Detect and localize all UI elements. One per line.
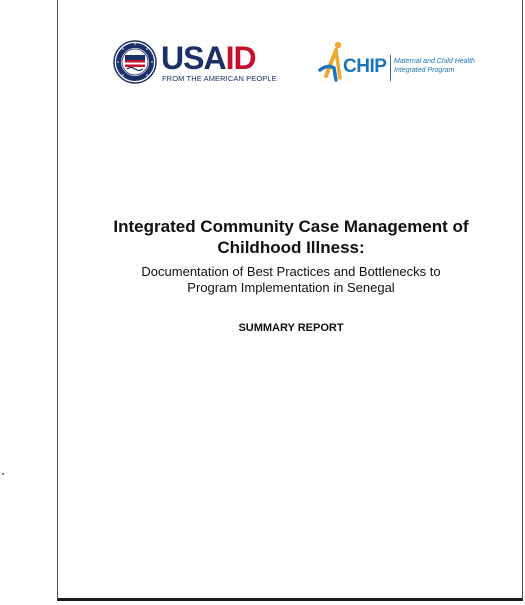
title-line2: Childhood Illness: xyxy=(217,238,365,257)
document-title xyxy=(88,216,494,258)
mchip-desc-line2: Integrated Program xyxy=(394,66,455,74)
subtitle-line1: Documentation of Best Practices and Bottlenecks to xyxy=(141,264,441,279)
mchip-wordmark: CHIP xyxy=(343,56,387,77)
document-page xyxy=(57,0,523,601)
mchip-desc-line1: Maternal and Child Health xyxy=(394,58,475,65)
mchip-logo xyxy=(316,38,476,84)
usaid-seal-icon xyxy=(113,40,157,84)
stray-dot xyxy=(2,473,4,475)
report-type: SUMMARY REPORT xyxy=(238,322,344,334)
subtitle-line2: Program Implementation in Senegal xyxy=(187,280,395,295)
document-subtitle xyxy=(88,264,494,296)
usaid-wordmark: USAID xyxy=(161,40,256,76)
usaid-tagline: FROM THE AMERICAN PEOPLE xyxy=(162,74,277,83)
mchip-divider xyxy=(390,55,391,81)
usaid-logo xyxy=(113,40,277,86)
title-line1: Integrated Community Case Management of xyxy=(113,217,469,236)
mchip-description xyxy=(394,58,484,75)
